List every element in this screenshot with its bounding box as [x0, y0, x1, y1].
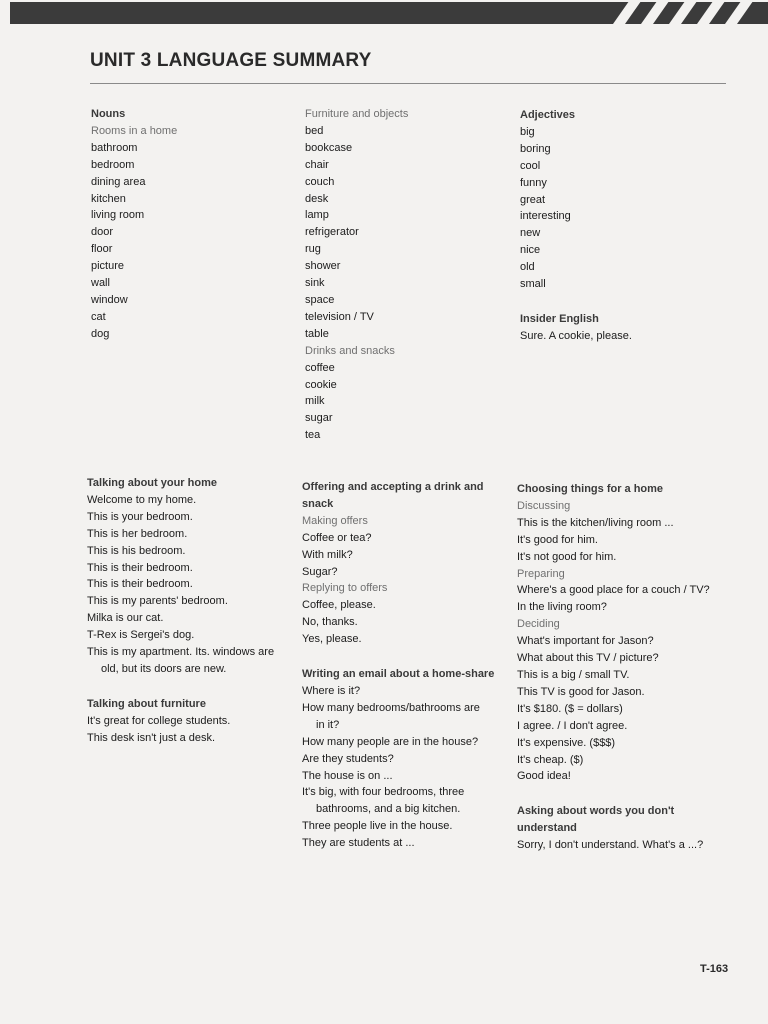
list-item: bedroom — [91, 158, 135, 171]
list-item: Milka is our cat. — [87, 612, 164, 625]
list-item: It's cheap. ($) — [517, 753, 584, 766]
list-item: great — [520, 193, 546, 206]
list-item: dog — [91, 327, 110, 340]
list-item: This is a big / small TV. — [517, 668, 630, 681]
list-item: refrigerator — [305, 226, 359, 239]
subheading: Replying to offers — [302, 582, 388, 595]
choosing-things-column — [517, 481, 710, 854]
list-item: This is his bedroom. — [87, 544, 186, 557]
list-item: How many bedrooms/bathrooms are — [302, 701, 480, 714]
spacer — [302, 648, 494, 666]
list-item: This TV is good for Jason. — [517, 685, 645, 698]
list-item: This is the kitchen/living room ... — [517, 516, 674, 529]
list-item: It's great for college students. — [87, 714, 231, 727]
list-item: Sugar? — [302, 565, 338, 578]
list-item: Are they students? — [302, 752, 394, 765]
list-item: picture — [91, 260, 125, 273]
subheading: Making offers — [302, 514, 368, 527]
list-item: It's not good for him. — [517, 550, 617, 563]
list-item: bathroom — [91, 141, 138, 154]
list-item: cool — [520, 159, 541, 172]
list-item: nice — [520, 244, 541, 257]
title-rule — [90, 83, 726, 84]
stripe — [610, 2, 643, 24]
list-item: Welcome to my home. — [87, 493, 197, 506]
list-item: television / TV — [305, 310, 374, 323]
list-item: It's big, with four bedrooms, three — [302, 786, 465, 799]
list-item: Sure. A cookie, please. — [520, 329, 632, 342]
list-item: cat — [91, 310, 106, 323]
stripe — [665, 2, 699, 24]
subheading: Deciding — [517, 618, 560, 631]
list-item: Where is it? — [302, 684, 361, 697]
section-heading: Insider English — [520, 312, 599, 325]
list-item: dining area — [91, 175, 146, 188]
list-item: T-Rex is Sergei's dog. — [87, 629, 195, 642]
furniture-drinks-column — [305, 106, 408, 444]
list-item: Three people live in the house. — [302, 820, 453, 833]
list-item: space — [305, 293, 335, 306]
list-item: small — [520, 278, 546, 291]
list-item: cookie — [305, 378, 337, 391]
list-item: boring — [520, 142, 551, 155]
list-item: This is your bedroom. — [87, 510, 193, 523]
list-item: They are students at ... — [302, 837, 415, 850]
section-heading: understand — [517, 822, 577, 835]
list-item: old, but its doors are new. — [101, 662, 227, 675]
spacer — [87, 678, 274, 696]
list-item: big — [520, 125, 535, 138]
list-item: desk — [305, 192, 329, 205]
list-item: sink — [305, 277, 325, 290]
list-item: bathrooms, and a big kitchen. — [316, 803, 461, 816]
list-item: tea — [305, 429, 321, 442]
list-item: It's $180. ($ = dollars) — [517, 702, 623, 715]
list-item: coffee — [305, 361, 335, 374]
decorative-stripes — [610, 2, 760, 24]
list-item: This is my apartment. Its. windows are — [87, 646, 275, 659]
list-item: old — [520, 261, 535, 274]
list-item: window — [91, 293, 128, 306]
subheading: Rooms in a home — [91, 124, 178, 137]
section-heading: Talking about furniture — [87, 697, 206, 710]
list-item: Coffee or tea? — [302, 531, 372, 544]
subheading: Discussing — [517, 499, 571, 512]
stripe — [721, 2, 755, 24]
list-item: living room — [91, 209, 145, 222]
section-heading: Writing an email about a home-share — [302, 668, 495, 681]
list-item: chair — [305, 158, 329, 171]
list-item: lamp — [305, 209, 329, 222]
list-item: sugar — [305, 412, 333, 425]
list-item: couch — [305, 175, 335, 188]
list-item: With milk? — [302, 548, 353, 561]
list-item: This is their bedroom. — [87, 578, 193, 591]
list-item: Where's a good place for a couch / TV? — [517, 584, 710, 597]
list-item: interesting — [520, 210, 571, 223]
list-item: funny — [520, 176, 547, 189]
list-item: No, thanks. — [302, 616, 358, 629]
top-band — [10, 2, 768, 24]
list-item: bookcase — [305, 141, 353, 154]
subheading: Furniture and objects — [305, 108, 409, 120]
list-item: wall — [91, 277, 110, 290]
page-title: UNIT 3 LANGUAGE SUMMARY — [90, 50, 372, 71]
list-item: The house is on ... — [302, 769, 393, 782]
list-item: new — [520, 227, 541, 240]
list-item: bed — [305, 124, 324, 137]
list-item: in it? — [316, 718, 340, 731]
list-item: In the living room? — [517, 601, 607, 614]
section-heading: Asking about words you don't — [517, 805, 675, 818]
list-item: Sorry, I don't understand. What's a ...? — [517, 839, 704, 852]
stripe — [637, 2, 671, 24]
list-item: This desk isn't just a desk. — [87, 731, 216, 744]
list-item: What about this TV / picture? — [517, 652, 659, 665]
list-item: kitchen — [91, 192, 126, 205]
list-item: I agree. / I don't agree. — [517, 719, 628, 732]
section-heading: Choosing things for a home — [517, 483, 664, 495]
page-number: T-163 — [700, 963, 729, 975]
list-item: floor — [91, 243, 113, 256]
nouns-column — [91, 106, 177, 343]
list-item: Good idea! — [517, 770, 571, 783]
section-heading: Talking about your home — [87, 477, 217, 489]
spacer — [520, 293, 632, 311]
list-item: How many people are in the house? — [302, 735, 479, 748]
offering-drinks-column — [302, 479, 494, 852]
list-item: It's good for him. — [517, 533, 598, 546]
stripe — [693, 2, 727, 24]
list-item: This is their bedroom. — [87, 561, 193, 574]
section-heading: Adjectives — [520, 109, 576, 121]
list-item: milk — [305, 395, 325, 408]
section-heading: Offering and accepting a drink and — [302, 481, 484, 493]
list-item: shower — [305, 260, 341, 273]
list-item: It's expensive. ($$$) — [517, 736, 616, 749]
spacer — [517, 785, 710, 803]
list-item: door — [91, 226, 114, 239]
list-item: rug — [305, 243, 321, 256]
list-item: table — [305, 327, 329, 340]
list-item: Yes, please. — [302, 633, 362, 646]
list-item: This is my parents' bedroom. — [87, 595, 228, 608]
list-item: Coffee, please. — [302, 599, 376, 612]
subheading: Drinks and snacks — [305, 344, 395, 357]
section-heading: snack — [302, 497, 334, 510]
talking-about-home-column — [87, 475, 274, 747]
subheading: Preparing — [517, 567, 565, 580]
list-item: What's important for Jason? — [517, 635, 654, 648]
list-item: This is her bedroom. — [87, 527, 188, 540]
adjectives-column — [520, 107, 632, 345]
section-heading: Nouns — [91, 108, 126, 120]
